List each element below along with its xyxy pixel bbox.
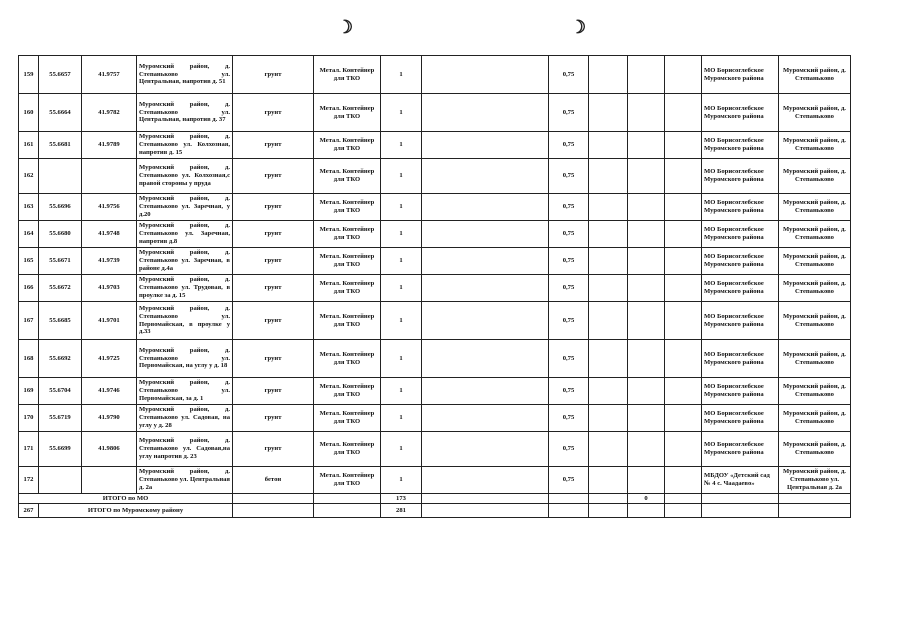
- container-count-cell: 1: [381, 159, 422, 194]
- latitude-cell: 55.6685: [39, 302, 82, 340]
- volume-cell: 0,75: [549, 159, 589, 194]
- empty-cell: [665, 221, 702, 248]
- container-count-cell: 1: [381, 432, 422, 467]
- latitude-cell: 55.6681: [39, 132, 82, 159]
- empty-cell: [589, 94, 628, 132]
- empty-cell: [628, 94, 665, 132]
- container-sites-table: [18, 55, 851, 518]
- empty-cell: [422, 467, 549, 494]
- empty-cell: [589, 340, 628, 378]
- empty-cell: [422, 432, 549, 467]
- longitude-cell: 41.9789: [82, 132, 137, 159]
- owner-cell: МО Борисоглебское Муромского района: [702, 340, 779, 378]
- waste-source-cell: Муромский район, д. Степаньково: [779, 302, 851, 340]
- empty-cell: [665, 432, 702, 467]
- container-type-cell: Метал. Контейнер для ТКО: [314, 248, 381, 275]
- empty-cell: [589, 302, 628, 340]
- table-row: [19, 275, 851, 302]
- surface-cell: грунт: [233, 221, 314, 248]
- longitude-cell: 41.9757: [82, 56, 137, 94]
- empty-cell: [665, 194, 702, 221]
- container-type-cell: Метал. Контейнер для ТКО: [314, 378, 381, 405]
- total-mo-zero: 0: [628, 494, 665, 504]
- volume-cell: 0,75: [549, 467, 589, 494]
- total-district-number: 267: [19, 504, 39, 518]
- longitude-cell: 41.9748: [82, 221, 137, 248]
- table-row: [19, 194, 851, 221]
- owner-cell: МО Борисоглебское Муромского района: [702, 159, 779, 194]
- container-type-cell: Метал. Контейнер для ТКО: [314, 56, 381, 94]
- waste-source-cell: Муромский район, д. Степаньково: [779, 432, 851, 467]
- address-cell: Муромский район, д. Степаньково ул. Первомайская, на углу у д. 18: [137, 340, 233, 378]
- container-count-cell: 1: [381, 56, 422, 94]
- latitude-cell: 55.6664: [39, 94, 82, 132]
- container-type-cell: Метал. Контейнер для ТКО: [314, 302, 381, 340]
- header-mark-left: ☽: [337, 17, 354, 37]
- volume-cell: 0,75: [549, 56, 589, 94]
- empty-cell: [628, 56, 665, 94]
- table-row: [19, 302, 851, 340]
- owner-cell: МО Борисоглебское Муромского района: [702, 432, 779, 467]
- waste-source-cell: Муромский район, д. Степаньково: [779, 94, 851, 132]
- empty-cell: [589, 467, 628, 494]
- owner-cell: МО Борисоглебское Муромского района: [702, 194, 779, 221]
- empty-cell: [628, 159, 665, 194]
- longitude-cell: 41.9806: [82, 432, 137, 467]
- owner-cell: МО Борисоглебское Муромского района: [702, 378, 779, 405]
- latitude-cell: 55.6704: [39, 378, 82, 405]
- empty-cell: [589, 275, 628, 302]
- surface-cell: грунт: [233, 56, 314, 94]
- empty-cell: [422, 94, 549, 132]
- table-row: [19, 94, 851, 132]
- volume-cell: 0,75: [549, 405, 589, 432]
- waste-source-cell: Муромский район, д. Степаньково: [779, 221, 851, 248]
- surface-cell: бетон: [233, 467, 314, 494]
- total-mo-label: ИТОГО по МО: [19, 494, 233, 504]
- row-number-cell: 169: [19, 378, 39, 405]
- empty-cell: [589, 56, 628, 94]
- waste-source-cell: Муромский район, д. Степаньково: [779, 248, 851, 275]
- container-type-cell: Метал. Контейнер для ТКО: [314, 194, 381, 221]
- surface-cell: грунт: [233, 194, 314, 221]
- waste-source-cell: Муромский район, д. Степаньково: [779, 340, 851, 378]
- surface-cell: грунт: [233, 132, 314, 159]
- total-row-mo: [19, 494, 851, 504]
- latitude-cell: 55.6657: [39, 56, 82, 94]
- empty-cell: [628, 221, 665, 248]
- longitude-cell: 41.9790: [82, 405, 137, 432]
- empty-cell: [589, 221, 628, 248]
- longitude-cell: 41.9746: [82, 378, 137, 405]
- volume-cell: 0,75: [549, 94, 589, 132]
- owner-cell: МБДОУ «Детский сад № 4 с. Чаадаево»: [702, 467, 779, 494]
- empty-cell: [665, 159, 702, 194]
- container-type-cell: Метал. Контейнер для ТКО: [314, 432, 381, 467]
- owner-cell: МО Борисоглебское Муромского района: [702, 56, 779, 94]
- empty-cell: [589, 378, 628, 405]
- owner-cell: МО Борисоглебское Муромского района: [702, 405, 779, 432]
- waste-source-cell: Муромский район, д. Степаньково: [779, 56, 851, 94]
- surface-cell: грунт: [233, 432, 314, 467]
- surface-cell: грунт: [233, 94, 314, 132]
- address-cell: Муромский район, д. Степаньково ул. Трудовая, в проулке за д. 15: [137, 275, 233, 302]
- row-number-cell: 162: [19, 159, 39, 194]
- container-count-cell: 1: [381, 248, 422, 275]
- empty-cell: [665, 248, 702, 275]
- container-count-cell: 1: [381, 467, 422, 494]
- empty-cell: [665, 56, 702, 94]
- table-row: [19, 432, 851, 467]
- volume-cell: 0,75: [549, 132, 589, 159]
- empty-cell: [628, 405, 665, 432]
- volume-cell: 0,75: [549, 432, 589, 467]
- surface-cell: грунт: [233, 378, 314, 405]
- empty-cell: [589, 405, 628, 432]
- container-count-cell: 1: [381, 302, 422, 340]
- address-cell: Муромский район, д. Степаньково ул. Центральная, напротив д. 37: [137, 94, 233, 132]
- empty-cell: [628, 340, 665, 378]
- empty-cell: [422, 132, 549, 159]
- latitude-cell: 55.6699: [39, 432, 82, 467]
- surface-cell: грунт: [233, 275, 314, 302]
- longitude-cell: 41.9739: [82, 248, 137, 275]
- empty-cell: [422, 275, 549, 302]
- empty-cell: [665, 275, 702, 302]
- empty-cell: [422, 221, 549, 248]
- owner-cell: МО Борисоглебское Муромского района: [702, 302, 779, 340]
- empty-cell: [628, 432, 665, 467]
- empty-cell: [422, 302, 549, 340]
- surface-cell: грунт: [233, 302, 314, 340]
- total-row-district: [19, 504, 851, 518]
- table-row: [19, 56, 851, 94]
- empty-cell: [422, 159, 549, 194]
- row-number-cell: 166: [19, 275, 39, 302]
- longitude-cell: 41.9756: [82, 194, 137, 221]
- latitude-cell: 55.6671: [39, 248, 82, 275]
- empty-cell: [422, 405, 549, 432]
- row-number-cell: 160: [19, 94, 39, 132]
- latitude-cell: 55.6696: [39, 194, 82, 221]
- latitude-cell: 55.6719: [39, 405, 82, 432]
- empty-cell: [422, 340, 549, 378]
- container-count-cell: 1: [381, 378, 422, 405]
- empty-cell: [628, 467, 665, 494]
- total-district-label: ИТОГО по Муромскому району: [39, 504, 233, 518]
- table-row: [19, 378, 851, 405]
- waste-source-cell: Муромский район, д. Степаньково: [779, 275, 851, 302]
- table-row: [19, 132, 851, 159]
- row-number-cell: 171: [19, 432, 39, 467]
- empty-cell: [589, 248, 628, 275]
- volume-cell: 0,75: [549, 378, 589, 405]
- container-count-cell: 1: [381, 132, 422, 159]
- empty-cell: [665, 340, 702, 378]
- longitude-cell: [82, 467, 137, 494]
- waste-source-cell: Муромский район, д. Степаньково: [779, 132, 851, 159]
- owner-cell: МО Борисоглебское Муромского района: [702, 248, 779, 275]
- address-cell: Муромский район, д. Степаньково ул. Колхозная,с правой стороны у пруда: [137, 159, 233, 194]
- empty-cell: [628, 378, 665, 405]
- container-type-cell: Метал. Контейнер для ТКО: [314, 221, 381, 248]
- empty-cell: [628, 132, 665, 159]
- address-cell: Муромский район, д. Степаньково ул. Первомайская, в проулке у д.33: [137, 302, 233, 340]
- volume-cell: 0,75: [549, 221, 589, 248]
- container-count-cell: 1: [381, 194, 422, 221]
- empty-cell: [628, 302, 665, 340]
- row-number-cell: 167: [19, 302, 39, 340]
- waste-source-cell: Муромский район, д. Степаньково: [779, 378, 851, 405]
- container-count-cell: 1: [381, 405, 422, 432]
- longitude-cell: 41.9703: [82, 275, 137, 302]
- empty-cell: [665, 467, 702, 494]
- header-mark-right: ☽: [570, 17, 587, 37]
- container-type-cell: Метал. Контейнер для ТКО: [314, 94, 381, 132]
- table-row: [19, 248, 851, 275]
- empty-cell: [589, 159, 628, 194]
- empty-cell: [422, 248, 549, 275]
- address-cell: Муромский район, д. Степаньково ул. Садовая, на углу у д. 28: [137, 405, 233, 432]
- container-type-cell: Метал. Контейнер для ТКО: [314, 159, 381, 194]
- empty-cell: [628, 248, 665, 275]
- waste-source-cell: Муромский район, д. Степаньково: [779, 159, 851, 194]
- waste-source-cell: Муромский район, д. Степаньково: [779, 405, 851, 432]
- empty-cell: [589, 194, 628, 221]
- container-type-cell: Метал. Контейнер для ТКО: [314, 275, 381, 302]
- table-row: [19, 159, 851, 194]
- table-row: [19, 340, 851, 378]
- row-number-cell: 161: [19, 132, 39, 159]
- volume-cell: 0,75: [549, 248, 589, 275]
- container-count-cell: 1: [381, 94, 422, 132]
- surface-cell: грунт: [233, 340, 314, 378]
- owner-cell: МО Борисоглебское Муромского района: [702, 275, 779, 302]
- longitude-cell: 41.9782: [82, 94, 137, 132]
- container-type-cell: Метал. Контейнер для ТКО: [314, 132, 381, 159]
- row-number-cell: 172: [19, 467, 39, 494]
- empty-cell: [665, 302, 702, 340]
- waste-source-cell: Муромский район, д. Степаньково: [779, 194, 851, 221]
- address-cell: Муромский район, д. Степаньково ул. Центральная, напротив д. 51: [137, 56, 233, 94]
- container-type-cell: Метал. Контейнер для ТКО: [314, 340, 381, 378]
- latitude-cell: 55.6672: [39, 275, 82, 302]
- empty-cell: [665, 94, 702, 132]
- table-row: [19, 467, 851, 494]
- address-cell: Муромский район, д. Степаньково ул. Колхозная, напротив д. 15: [137, 132, 233, 159]
- container-count-cell: 1: [381, 340, 422, 378]
- empty-cell: [665, 405, 702, 432]
- surface-cell: грунт: [233, 248, 314, 275]
- latitude-cell: [39, 159, 82, 194]
- latitude-cell: [39, 467, 82, 494]
- volume-cell: 0,75: [549, 302, 589, 340]
- latitude-cell: 55.6692: [39, 340, 82, 378]
- empty-cell: [628, 275, 665, 302]
- longitude-cell: 41.9701: [82, 302, 137, 340]
- row-number-cell: 159: [19, 56, 39, 94]
- table-row: [19, 221, 851, 248]
- volume-cell: 0,75: [549, 340, 589, 378]
- address-cell: Муромский район, д. Степаньково ул. Первомайская, за д. 1: [137, 378, 233, 405]
- waste-source-cell: Муромский район, д. Степаньково ул. Центральная д. 2а: [779, 467, 851, 494]
- empty-cell: [628, 194, 665, 221]
- longitude-cell: 41.9725: [82, 340, 137, 378]
- container-type-cell: Метал. Контейнер для ТКО: [314, 405, 381, 432]
- row-number-cell: 164: [19, 221, 39, 248]
- volume-cell: 0,75: [549, 194, 589, 221]
- volume-cell: 0,75: [549, 275, 589, 302]
- row-number-cell: 163: [19, 194, 39, 221]
- row-number-cell: 165: [19, 248, 39, 275]
- container-count-cell: 1: [381, 221, 422, 248]
- address-cell: Муромский район, д. Степаньково ул. Заречная, напротив д.8: [137, 221, 233, 248]
- surface-cell: грунт: [233, 405, 314, 432]
- address-cell: Муромский район, д. Степаньково ул. Заречная, в районе д.4а: [137, 248, 233, 275]
- owner-cell: МО Борисоглебское Муромского района: [702, 132, 779, 159]
- row-number-cell: 170: [19, 405, 39, 432]
- container-type-cell: Метал. Контейнер для ТКО: [314, 467, 381, 494]
- empty-cell: [422, 194, 549, 221]
- row-number-cell: 168: [19, 340, 39, 378]
- empty-cell: [665, 132, 702, 159]
- empty-cell: [589, 432, 628, 467]
- longitude-cell: [82, 159, 137, 194]
- owner-cell: МО Борисоглебское Муромского района: [702, 94, 779, 132]
- surface-cell: грунт: [233, 159, 314, 194]
- container-count-cell: 1: [381, 275, 422, 302]
- empty-cell: [422, 378, 549, 405]
- empty-cell: [665, 378, 702, 405]
- address-cell: Муромский район, д. Степаньково ул. Заречная, у д.20: [137, 194, 233, 221]
- owner-cell: МО Борисоглебское Муромского района: [702, 221, 779, 248]
- address-cell: Муромский район, д. Степаньково ул. Садовая,на углу напротив д. 23: [137, 432, 233, 467]
- table-row: [19, 405, 851, 432]
- total-mo-count: 173: [381, 494, 422, 504]
- address-cell: Муромский район, д. Степаньково ул. Центральная д. 2а: [137, 467, 233, 494]
- empty-cell: [422, 56, 549, 94]
- total-district-count: 281: [381, 504, 422, 518]
- latitude-cell: 55.6680: [39, 221, 82, 248]
- empty-cell: [589, 132, 628, 159]
